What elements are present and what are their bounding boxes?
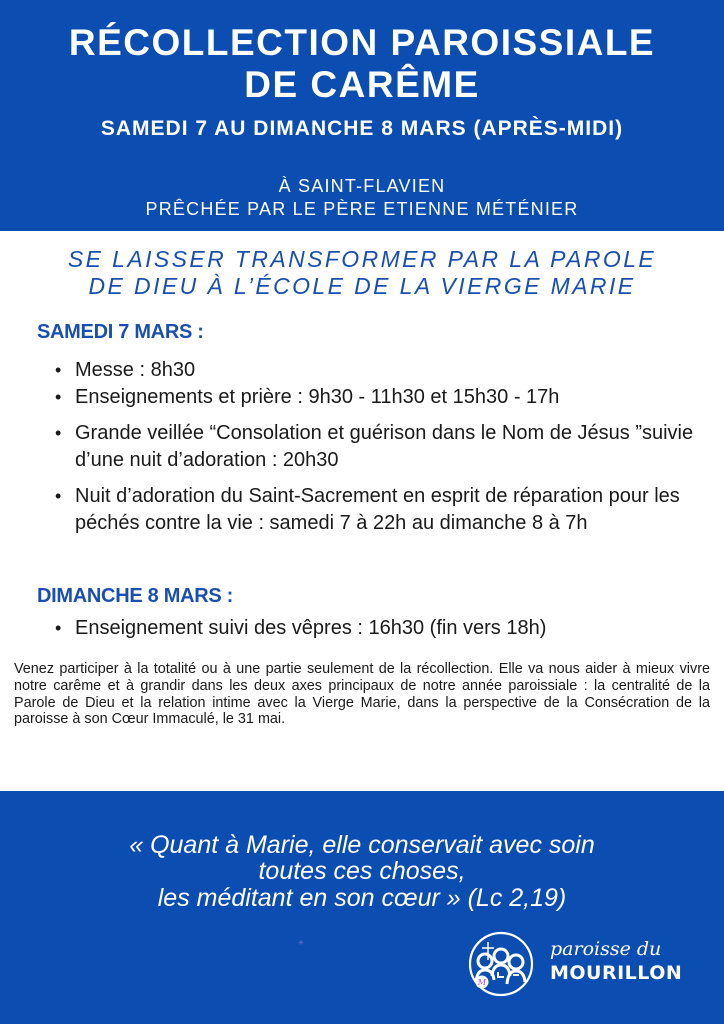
theme-line-2: DE DIEU À L’ÉCOLE DE LA VIERGE MARIE bbox=[88, 273, 636, 299]
event-location: À SAINT-FLAVIEN bbox=[278, 176, 446, 196]
invitation-paragraph: Venez participer à la totalité ou à une partie seulement de la récollection. Elle va nous aider à mieux vivre notre carême et à grandir dans les deux axes principaux de notre année paroissiale : la centralité de la Parole de Dieu et la relation intime avec la Vierge Marie, dans la perspective de la Consécration de la paroisse à son Cœur Immaculé, le 31 mai. bbox=[14, 661, 710, 728]
sunday-schedule-list bbox=[55, 615, 695, 642]
day-heading-saturday: SAMEDI 7 MARS : bbox=[37, 321, 204, 343]
title-line-1: RÉCOLLECTION PAROISSIALE bbox=[68, 22, 656, 63]
header-band bbox=[0, 0, 724, 231]
title-line-2: DE CARÊME bbox=[244, 64, 480, 105]
quote-line-2: toutes ces choses, bbox=[258, 857, 466, 885]
schedule-item: • Enseignements et prière : 9h30 - 11h30 et 15h30 - 17h bbox=[55, 384, 695, 411]
logo-text-line-1: paroisse du bbox=[550, 938, 662, 960]
decorative-mark-icon: ✳ bbox=[298, 940, 304, 947]
parish-logo bbox=[467, 930, 685, 1000]
logo-text-line-2: MOURILLON bbox=[550, 962, 683, 984]
schedule-item: • Nuit d’adoration du Saint-Sacrement en esprit de réparation pour les péchés contre la vie : samedi 7 à 22h au dimanche 8 à 7h bbox=[55, 483, 695, 537]
schedule-item: • Messe : 8h30 bbox=[55, 357, 695, 384]
quote-line-3: les méditant en son cœur » (Lc 2,19) bbox=[157, 884, 567, 912]
event-dates: SAMEDI 7 AU DIMANCHE 8 MARS (APRÈS-MIDI) bbox=[100, 117, 624, 140]
event-preacher: PRÊCHÉE PAR LE PÈRE ETIENNE MÉTÉNIER bbox=[145, 199, 579, 219]
schedule-item: • Grande veillée “Consolation et guérison dans le Nom de Jésus ”suivie d’une nuit d’adoration : 20h30 bbox=[55, 420, 695, 474]
saturday-schedule-list bbox=[55, 357, 695, 537]
schedule-item: • Enseignement suivi des vêpres : 16h30 (fin vers 18h) bbox=[55, 615, 695, 642]
badge-letter: M bbox=[477, 978, 487, 987]
day-heading-sunday: DIMANCHE 8 MARS : bbox=[37, 585, 234, 607]
footer-band bbox=[0, 791, 724, 1024]
theme-line-1: SE LAISSER TRANSFORMER PAR LA PAROLE bbox=[67, 246, 657, 272]
quote-line-1: « Quant à Marie, elle conservait avec soin bbox=[129, 831, 595, 859]
parish-emblem-icon bbox=[467, 930, 535, 998]
